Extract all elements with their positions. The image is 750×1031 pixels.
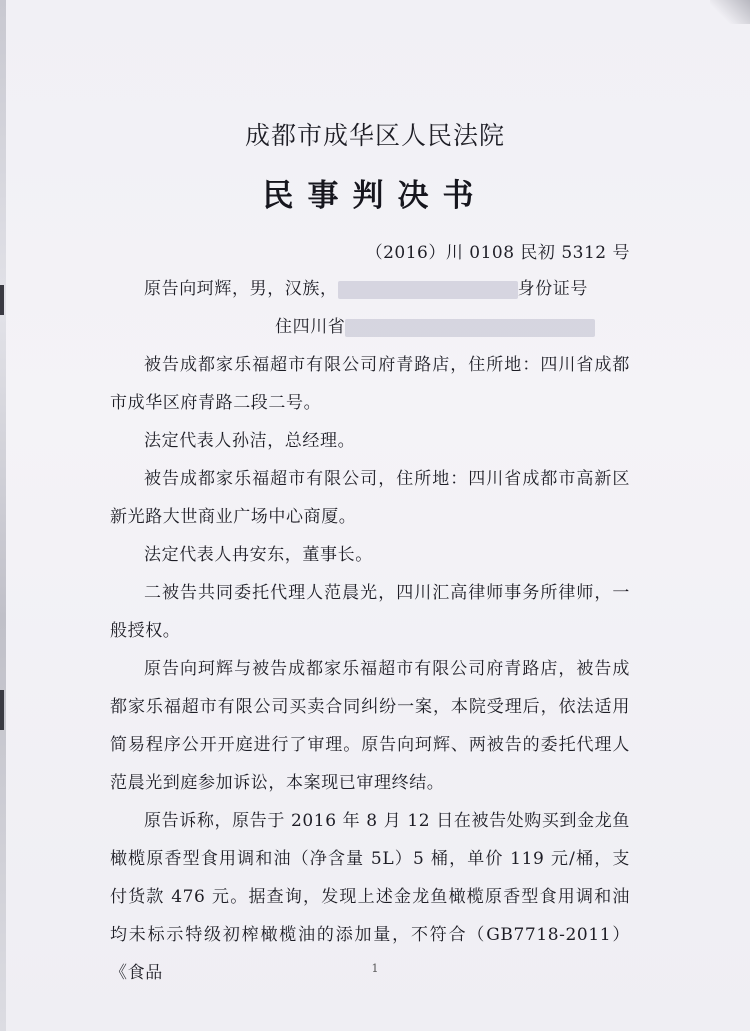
paragraph: 被告成都家乐福超市有限公司，住所地：四川省成都市高新区新光路大世商业广场中心商厦。 — [110, 469, 630, 527]
scan-corner-shadow — [710, 0, 750, 24]
court-name: 成都市成华区人民法院 — [244, 121, 505, 150]
plaintiff-info-start: 原告向珂辉，男，汉族， — [144, 279, 338, 299]
paragraph: 被告成都家乐福超市有限公司府青路店，住所地：四川省成都市成华区府青路二段二号。 — [110, 355, 630, 413]
plaintiff-line-1 — [110, 270, 630, 308]
scan-edge — [0, 0, 6, 1031]
scan-edge-mark — [0, 690, 4, 730]
scan-edge-mark — [0, 285, 4, 315]
paragraph: 原告向珂辉与被告成都家乐福超市有限公司府青路店，被告成都家乐福超市有限公司买卖合同纠纷一案，本院受理后，依法适用简易程序公开开庭进行了审理。原告向珂辉、两被告的委托代理人范晨光到庭参加诉讼，本案现已审理终结。 — [110, 659, 630, 793]
paragraph: 法定代表人冉安东，董事长。 — [144, 545, 373, 565]
page-number: 1 — [371, 962, 379, 975]
judgment-body — [110, 270, 630, 992]
plaintiff-address-start: 住四川省 — [275, 317, 346, 337]
paragraph: 二被告共同委托代理人范晨光，四川汇高律师事务所律师，一般授权。 — [110, 583, 630, 641]
case-number: （2016）川 0108 民初 5312 号 — [365, 243, 630, 263]
paragraph: 原告诉称，原告于 2016 年 8 月 12 日在被告处购买到金龙鱼橄榄原香型食用调和油（净含量 5L）5 桶，单价 119 元/桶，支付货款 476 元。据查询，发现上述金龙鱼橄榄原香型食用调和油均未标示特级初榨橄榄油的添加量，不符合（GB7718-2011）《食品 — [110, 811, 630, 983]
redacted-birthdate — [338, 281, 518, 299]
plaintiff-line-2 — [110, 308, 630, 346]
plaintiff-id-label: 身份证号 — [517, 279, 589, 299]
redacted-address — [345, 319, 595, 337]
document-title: 民事判决书 — [262, 178, 488, 214]
paragraph: 法定代表人孙洁，总经理。 — [144, 431, 356, 451]
